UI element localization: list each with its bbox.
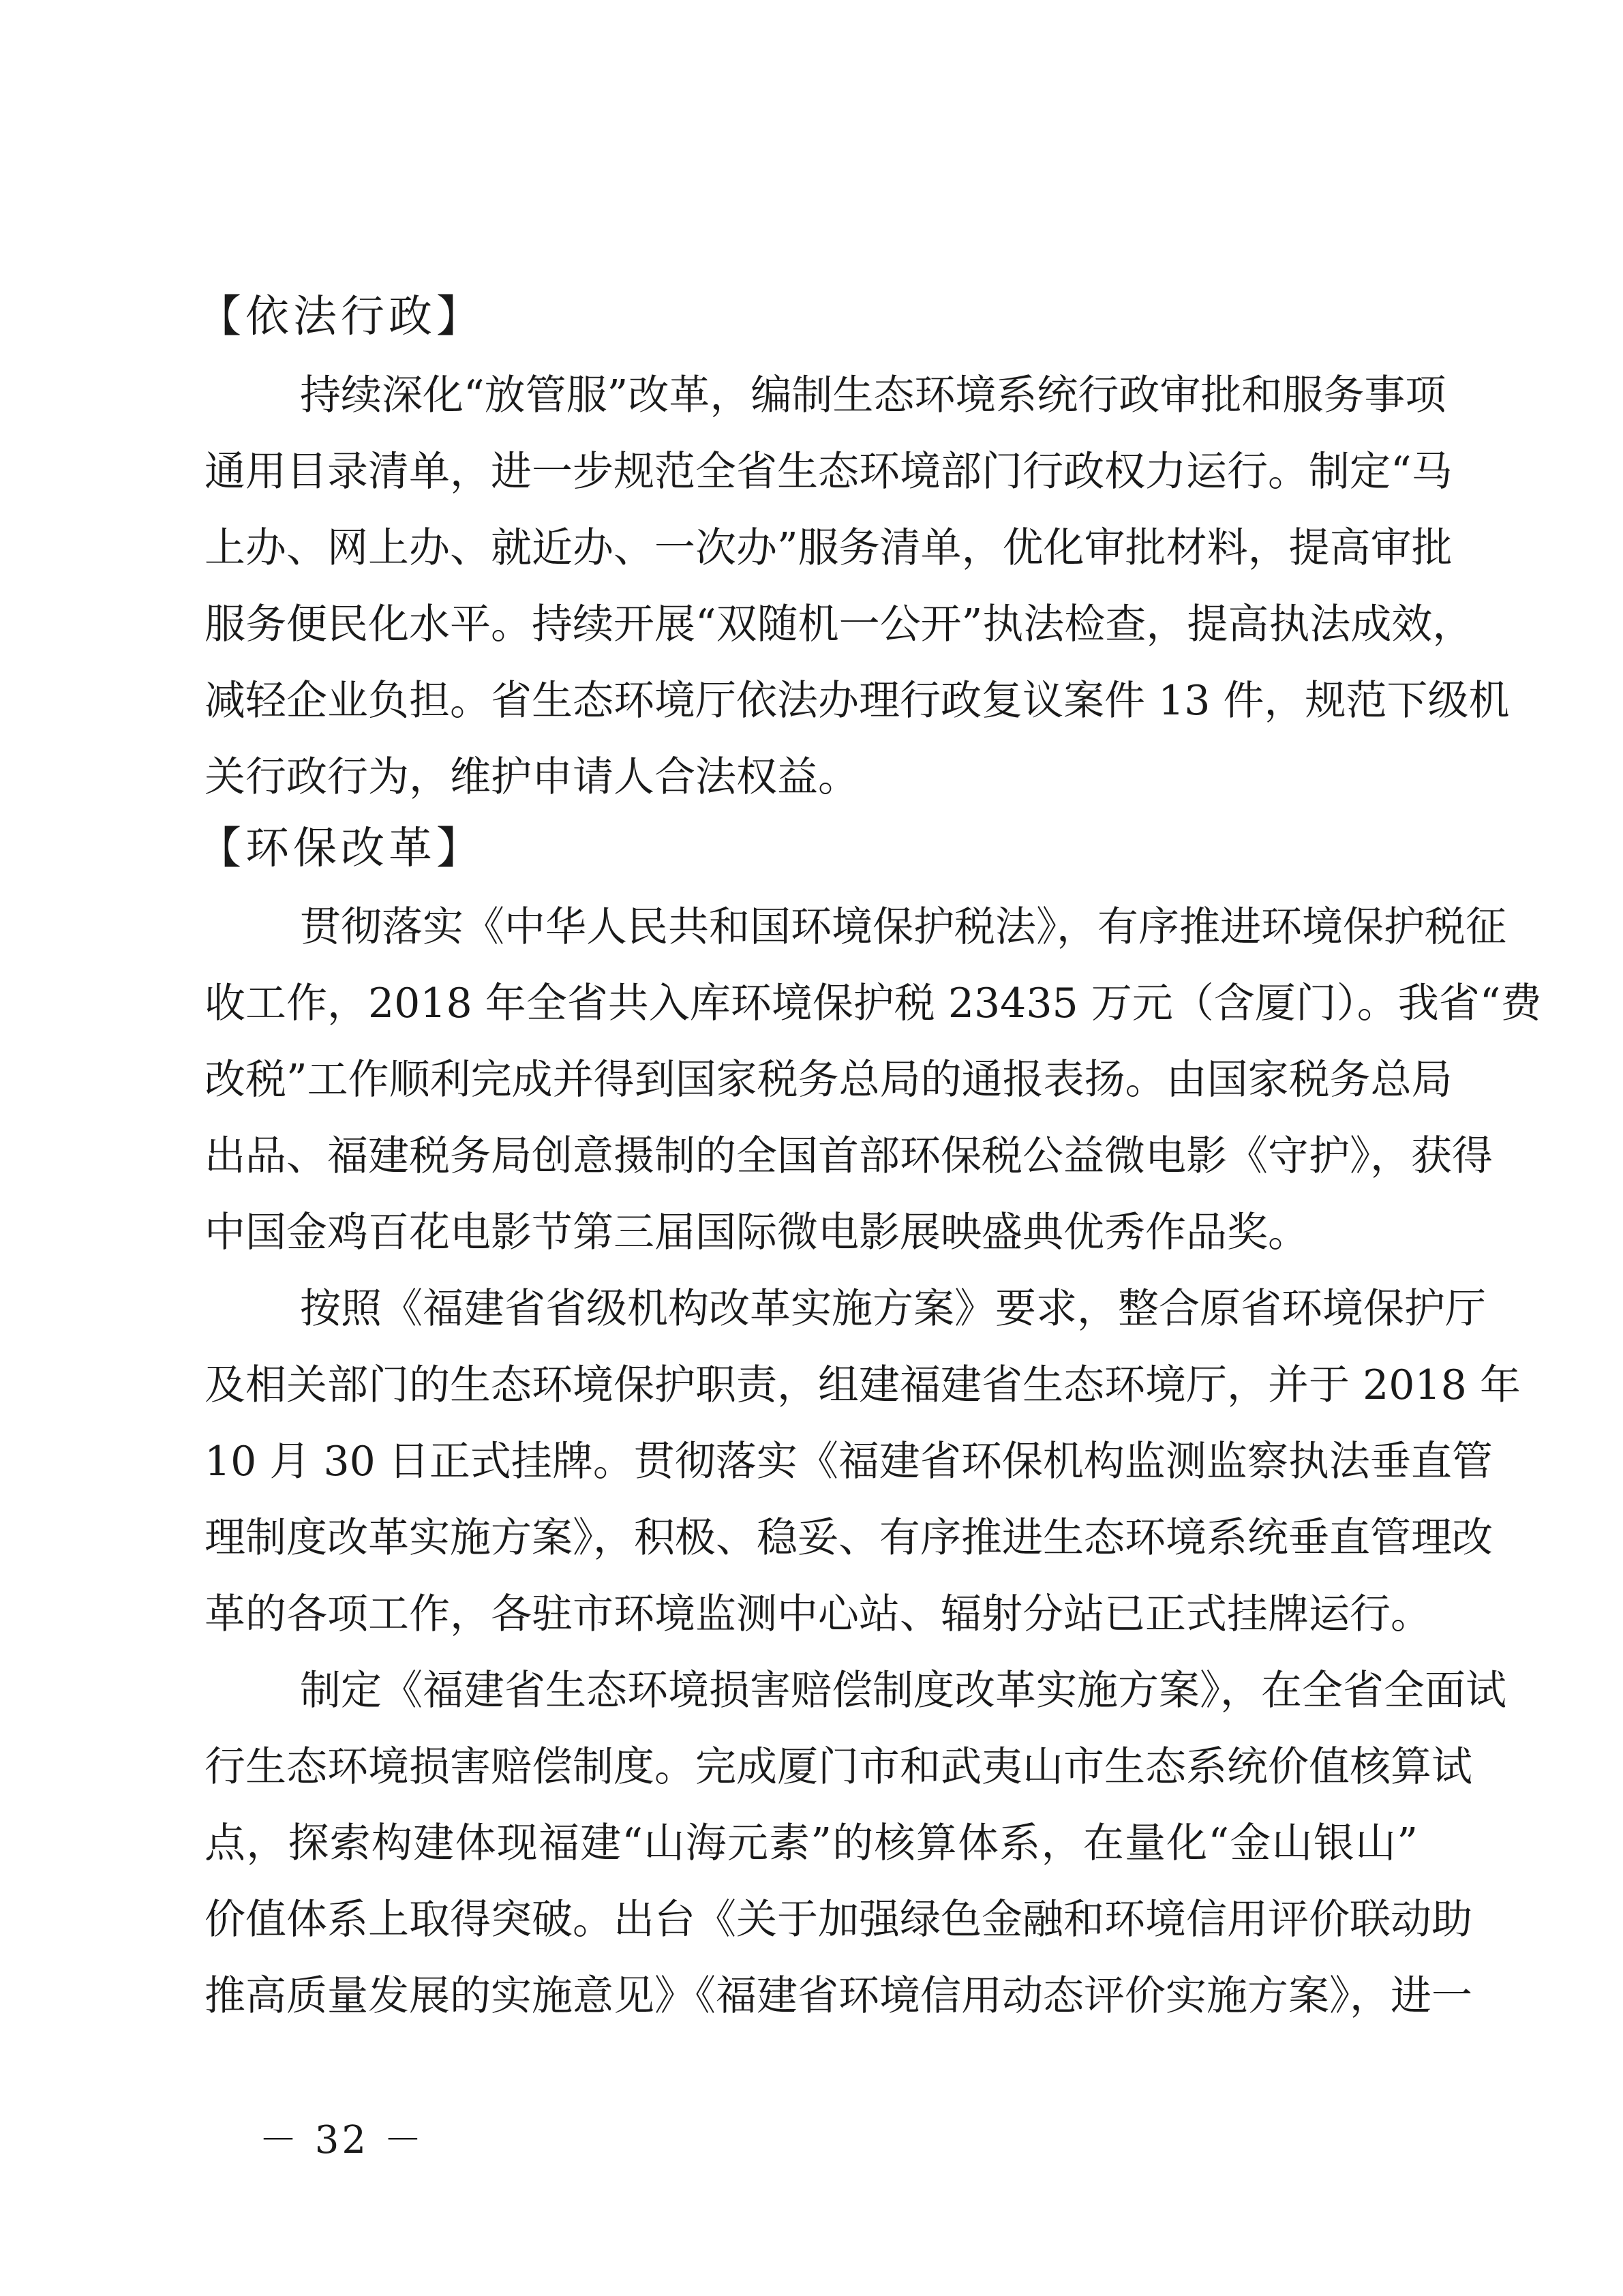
paragraph-line: 通用目录清单，进一步规范全省生态环境部门行政权力运行。制定“马	[204, 448, 1453, 496]
paragraph-line: 改税”工作顺利完成并得到国家税务总局的通报表扬。由国家税务总局	[204, 1056, 1453, 1104]
paragraph-line: 及相关部门的生态环境保护职责，组建福建省生态环境厅，并于 2018 年	[204, 1361, 1521, 1409]
section-heading-reform: 【环保改革】	[198, 824, 484, 874]
paragraph-line: 上办、网上办、就近办、一次办”服务清单，优化审批材料，提高审批	[204, 524, 1453, 572]
paragraph-line: 点，探索构建体现福建“山海元素”的核算体系，在量化“金山银山”	[204, 1819, 1418, 1867]
paragraph-line: 10 月 30 日正式挂牌。贯彻落实《福建省环保机构监测监察执法垂直管	[204, 1438, 1493, 1485]
paragraph-line: 推高质量发展的实施意见》《福建省环境信用动态评价实施方案》，进一	[204, 1972, 1472, 2020]
paragraph-line: 关行政行为，维护申请人合法权益。	[204, 753, 859, 801]
paragraph-line: 理制度改革实施方案》，积极、稳妥、有序推进生态环境系统垂直管理改	[204, 1514, 1493, 1562]
paragraph-line: 服务便民化水平。持续开展“双随机一公开”执法检查，提高执法成效，	[204, 601, 1474, 648]
page-number: － 32 －	[259, 2118, 425, 2162]
paragraph-line: 出品、福建税务局创意摄制的全国首部环保税公益微电影《守护》，获得	[204, 1132, 1493, 1180]
paragraph-line: 价值体系上取得突破。出台《关于加强绿色金融和环境信用评价联动助	[204, 1896, 1472, 1944]
paragraph-line: 贯彻落实《中华人民共和国环境保护税法》，有序推进环境保护税征	[300, 903, 1506, 951]
paragraph-line: 按照《福建省省级机构改革实施方案》要求，整合原省环境保护厅	[300, 1285, 1486, 1333]
section-heading-law: 【依法行政】	[198, 292, 484, 342]
paragraph-line: 革的各项工作，各驻市环境监测中心站、辐射分站已正式挂牌运行。	[204, 1590, 1431, 1638]
paragraph-line: 行生态环境损害赔偿制度。完成厦门市和武夷山市生态系统价值核算试	[204, 1743, 1472, 1791]
paragraph-line: 制定《福建省生态环境损害赔偿制度改革实施方案》，在全省全面试	[300, 1667, 1506, 1715]
paragraph-line: 中国金鸡百花电影节第三届国际微电影展映盛典优秀作品奖。	[204, 1209, 1309, 1256]
paragraph-line: 减轻企业负担。省生态环境厅依法办理行政复议案件 13 件，规范下级机	[204, 677, 1510, 725]
paragraph-line: 收工作，2018 年全省共入库环境保护税 23435 万元（含厦门）。我省“费	[204, 980, 1542, 1027]
paragraph-line: 持续深化“放管服”改革，编制生态环境系统行政审批和服务事项	[300, 372, 1446, 419]
